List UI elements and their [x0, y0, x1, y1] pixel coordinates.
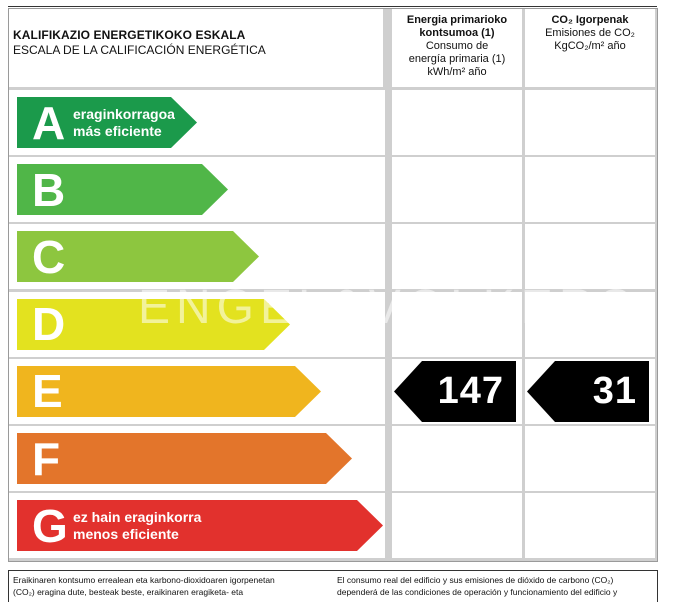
- co2-cell-a: [525, 90, 655, 155]
- rating-arrow-a: [17, 97, 197, 148]
- footer-notes: [8, 570, 658, 602]
- energy-header-unit: kWh/m² año: [427, 66, 487, 78]
- co2-value-badge: [527, 361, 649, 422]
- rating-description: [73, 106, 175, 140]
- co2-cell-d: [525, 292, 655, 357]
- rating-description-line2: más eficiente: [73, 122, 162, 139]
- rating-description-line2: menos eficiente: [73, 525, 179, 542]
- rating-description-line1: eraginkorragoa: [73, 105, 175, 122]
- co2-cell-b: [525, 157, 655, 222]
- rating-arrow-b: [17, 164, 228, 215]
- energy-cell-a: [392, 90, 522, 155]
- rating-description: [73, 509, 201, 543]
- co2-cell-g: [525, 493, 655, 558]
- energy-cell-b: [392, 157, 522, 222]
- co2-cell-c: [525, 224, 655, 289]
- energy-column-header: [392, 9, 522, 87]
- energy-header-basque: Energia primarioko kontsumoa (1): [406, 14, 508, 39]
- top-border: [8, 0, 657, 7]
- energy-value-badge: [394, 361, 516, 422]
- energy-cell-g: [392, 493, 522, 558]
- scale-title-basque: KALIFIKAZIO ENERGETIKOKO ESKALA: [13, 28, 246, 42]
- footer-spanish-line2: dependerá de las condiciones de operación y funcionamiento del edificio y: [337, 587, 618, 597]
- badge-value: 147: [437, 370, 504, 413]
- co2-header-basque: CO₂ Igorpenak: [551, 14, 629, 26]
- footer-basque-line1: Eraikinaren kontsumo errealean eta karbono-dioxidoaren igorpenetan: [13, 575, 275, 585]
- energy-cell-f: [392, 426, 522, 491]
- footer-basque-line2: (CO₂) eragina dute, besteak beste, eraikinaren eragiketa- eta: [13, 587, 244, 597]
- energy-cell-d: [392, 292, 522, 357]
- co2-cell-f: [525, 426, 655, 491]
- rating-arrow-shape: [17, 433, 352, 484]
- co2-column-header: [525, 9, 655, 87]
- rating-letter: D: [32, 298, 66, 351]
- rating-description-line1: ez hain eraginkorra: [73, 508, 202, 525]
- footer-spanish: [337, 574, 655, 598]
- scale-title-spanish: ESCALA DE LA CALIFICACIÓN ENERGÉTICA: [13, 43, 266, 57]
- rating-letter: A: [32, 96, 66, 149]
- co2-header-unit: KgCO₂/m² año: [554, 40, 626, 52]
- rating-arrow-f: [17, 433, 352, 484]
- rating-arrow-c: [17, 231, 259, 282]
- rating-letter: E: [32, 365, 63, 418]
- rating-arrow-e: [17, 366, 321, 417]
- energy-cell-c: [392, 224, 522, 289]
- rating-arrow-d: [17, 299, 290, 350]
- rating-arrow-g: [17, 500, 383, 551]
- rating-letter: F: [32, 432, 61, 485]
- footer-spanish-line1: El consumo real del edificio y sus emisiones de dióxido de carbono (CO₂): [337, 575, 614, 585]
- energy-header-line1: Consumo de: [425, 40, 489, 52]
- energy-header-line2: energía primaria (1): [408, 53, 506, 65]
- watermark: ENGEL&VÖLKERS: [138, 281, 638, 334]
- badge-value: 31: [592, 370, 637, 413]
- co2-header-line1: Emisiones de CO₂: [545, 27, 635, 39]
- footer-basque: [13, 574, 331, 598]
- rating-letter: G: [32, 499, 68, 552]
- rating-letter: C: [32, 230, 66, 283]
- rating-letter: B: [32, 163, 66, 216]
